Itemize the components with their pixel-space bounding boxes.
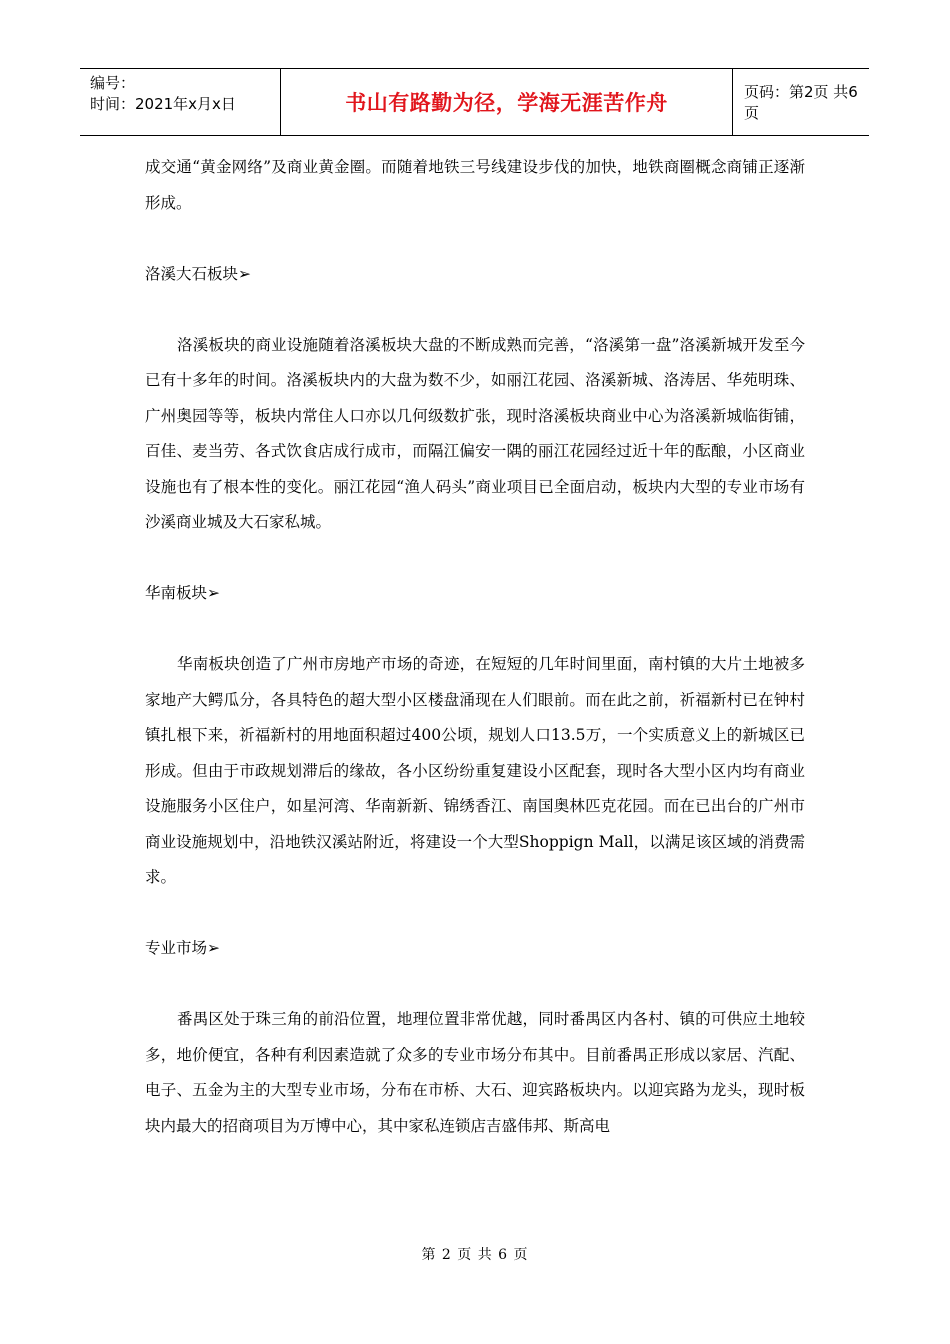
header-page-number: 页码：第2页 共6页 <box>744 83 858 122</box>
continuation-paragraph: 成交通“黄金网络”及商业黄金圈。而随着地铁三号线建设步伐的加快，地铁商圈概念商铺正逐渐形成。 <box>145 158 805 212</box>
page-footer: 第 2 页 共 6 页 <box>421 1247 529 1263</box>
header-meta <box>80 69 281 135</box>
section-paragraph-huanan: 华南板块创造了广州市房地产市场的奇迹，在短短的几年时间里面，南村镇的大片土地被多家地产大鳄瓜分，各具特色的超大型小区楼盘涌现在人们眼前。而在此之前，祈福新村已在钟村镇扎根下来，祈福新村的用地面积超过400公顷，规划人口13.5万，一个实质意义上的新城区已形成。但由于市政规划滞后的缘故，各小区纷纷重复建设小区配套，现时各大型小区内均有商业设施服务小区住户，如星河湾、华南新新、锦绣香江、南国奥林匹克花园。而在已出台的广州市商业设施规划中，沿地铁汉溪站附近，将建设一个大型Shoppign Mall，以满足该区域的消费需求。 <box>145 655 805 886</box>
document-header <box>80 68 869 136</box>
header-motto: 书山有路勤为径，学海无涯苦作舟 <box>281 69 733 135</box>
section-heading-luoxi: 洛溪大石板块➢ <box>145 264 251 283</box>
section-heading-huanan: 华南板块➢ <box>145 584 220 602</box>
section-paragraph-luoxi: 洛溪板块的商业设施随着洛溪板块大盘的不断成熟而完善，“洛溪第一盘”洛溪新城开发至今已有十多年的时间。洛溪板块内的大盘为数不少，如丽江花园、洛溪新城、洛涛居、华苑明珠、广州奥园等等，板块内常住人口亦以几何级数扩张，现时洛溪板块商业中心为洛溪新城临街铺，百佳、麦当劳、各式饮食店成行成市，而隔江偏安一隅的丽江花园经过近十年的酝酿，小区商业设施也有了根本性的变化。丽江花园“渔人码头”商业项目已全面启动，板块内大型的专业市场有沙溪商业城及大石家私城。 <box>145 335 805 531</box>
document-number-label: 编号： <box>90 74 136 92</box>
section-heading-market: 专业市场➢ <box>145 939 220 957</box>
document-body <box>145 150 805 1144</box>
document-date-label: 时间：2021年x月x日 <box>90 95 236 113</box>
section-paragraph-market: 番禺区处于珠三角的前沿位置，地理位置非常优越，同时番禺区内各村、镇的可供应土地较多，地价便宜，各种有利因素造就了众多的专业市场分布其中。目前番禺正形成以家居、汽配、电子、五金为主的大型专业市场，分布在市桥、大石、迎宾路板块内。以迎宾路为龙头，现时板块内最大的招商项目为万博中心，其中家私连锁店吉盛伟邦、斯高电 <box>145 1010 805 1135</box>
